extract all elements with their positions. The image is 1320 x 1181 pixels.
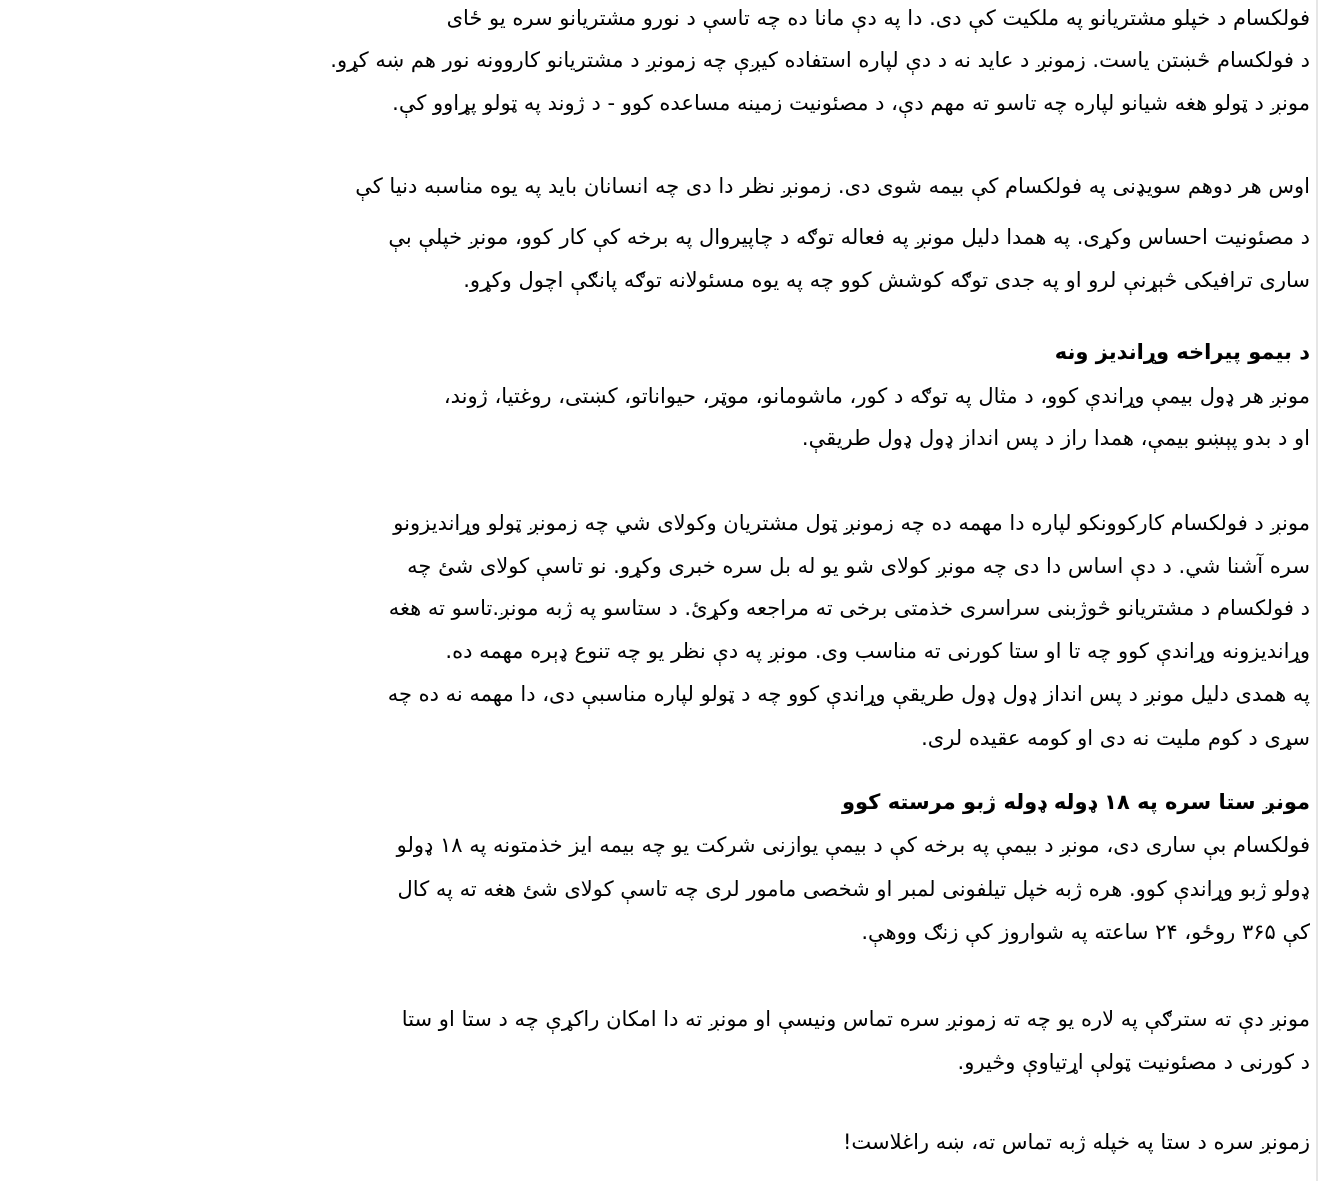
section-heading: مونږ ستا سره په ۱۸ ډوله ډوله ژبو مرسته کوو xyxy=(841,790,1310,814)
body-text-line: د مصئونیت احساس وکړی. په همدا دلیل مونږ په فعاله توګه د چاپیروال په برخه کې کار کوو، مونږ خپلې بې xyxy=(388,225,1310,249)
body-text-line: فولکسام بې ساری دی، مونږ د بیمې په برخه کې د بیمې یوازنی شرکت یو چه بیمه ایز خذمتونه په ۱۸ ډولو xyxy=(396,833,1310,857)
body-text-line: د کورنی د مصئونیت ټولې اړتیاوې وڅیرو. xyxy=(957,1050,1310,1074)
body-text-line: وړاندیزونه وړاندې کوو چه تا او ستا کورنی ته مناسب وی. مونږ په دې نظر یو چه تنوع ډېره مهمه ده. xyxy=(445,639,1310,663)
body-text-line: او د بدو پېښو بیمې، همدا راز د پس انداز ډول ډول طریقې. xyxy=(801,426,1310,450)
body-text-line: په همدی دلیل مونږ د پس انداز ډول ډول طریقې وړاندې کوو چه د ټولو لپاره مناسبې دی، دا مهمه نه ده چه xyxy=(387,682,1310,706)
body-text-line: د فولکسام څښتن یاست. زمونږ د عاید نه د دې لپاره استفاده کیږې چه زمونږ د مشتریانو کاروونه نور هم ښه کړو. xyxy=(330,48,1310,72)
body-text-line: مونږ دې ته سترګې په لاره یو چه ته زمونږ سره تماس ونیسې او مونږ ته دا امکان راکړې چه د ستا او ستا xyxy=(401,1007,1310,1031)
body-text-line: د فولکسام د مشتریانو څوژبنی سراسری خذمتی برخی ته مراجعه وکړئ. د ستاسو په ژبه مونږ.تاسو ته هغه xyxy=(388,596,1310,620)
page-edge-divider xyxy=(1316,0,1318,1181)
body-text-line: ساری ترافیکی څېړنې لرو او په جدی توګه کوشش کوو چه په یوه مسئولانه توګه پانګې اچول وکړو. xyxy=(463,268,1310,292)
body-text-line: ډولو ژبو وړاندې کوو. هره ژبه خپل تیلفونی لمبر او شخصی مامور لری چه تاسې کولای شئ هغه ته په کال xyxy=(397,877,1310,901)
body-text-line: کې ۳۶۵ روځو، ۲۴ ساعته په شواروز کې زنګ ووهې. xyxy=(861,920,1310,944)
body-text-line: سړی د کوم ملیت نه دی او کومه عقیده لری. xyxy=(921,726,1310,750)
body-text-line: سره آشنا شي. د دې اساس دا دی چه مونږ کولای شو یو له بل سره خبری وکړو. نو تاسې کولای شئ چه xyxy=(407,554,1310,578)
closing-line: زمونږ سره د ستا په خپله ژبه تماس ته، ښه راغلاست! xyxy=(842,1130,1310,1154)
body-text-line: مونږ د ټولو هغه شیانو لپاره چه تاسو ته مهم دې، د مصئونیت زمینه مساعده کوو - د ژوند په ټولو پړاوو کې. xyxy=(392,91,1310,115)
body-text-line: مونږ هر ډول بیمې وړاندې کوو، د مثال په توګه د کور، ماشومانو، موټر، حیواناتو، کښتی، روغتیا، ژوند، xyxy=(443,384,1310,408)
body-text-line: اوس هر دوهم سویډنی په فولکسام کې بیمه شوی دی. زمونږ نظر دا دی چه انسانان باید په یوه مناسبه دنیا کې xyxy=(355,174,1310,198)
section-heading: د بیمو پیراخه وړاندیز ونه xyxy=(1054,340,1310,364)
body-text-line: فولکسام د خپلو مشتریانو په ملکیت کې دی. دا په دې مانا ده چه تاسې د نورو مشتریانو سره یو ځای xyxy=(446,6,1310,30)
body-text-line: مونږ د فولکسام کارکوونکو لپاره دا مهمه ده چه زمونږ ټول مشتریان وکولای شي چه زمونږ ټولو وړاندیزونو xyxy=(393,511,1310,535)
